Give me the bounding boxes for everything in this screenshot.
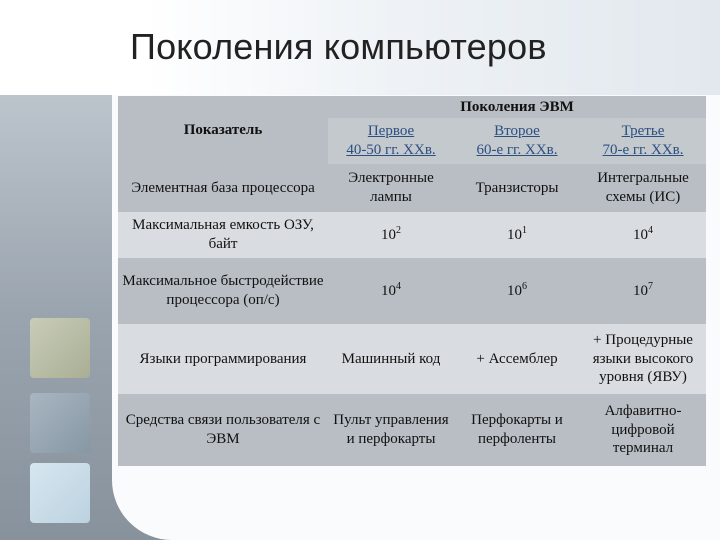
row-label: Элементная база процессора — [118, 164, 328, 212]
row-label: Максимальная емкость ОЗУ, байт — [118, 212, 328, 258]
decorative-square-light-blue — [30, 463, 90, 523]
table-cell: Алфавитно-цифровой терминал — [580, 394, 706, 466]
power-exponent: 4 — [396, 281, 401, 293]
generation-cell — [454, 118, 580, 164]
table-cell: Электронные лампы — [328, 164, 454, 212]
generation-period: 60-е гг. XXв. — [476, 142, 558, 158]
table-cell — [454, 258, 580, 324]
generations-group-header: Поколения ЭВМ — [328, 96, 706, 118]
decorative-square-slate — [30, 393, 90, 453]
generation-period: 40-50 гг. XXв. — [346, 142, 436, 158]
power-exponent: 4 — [648, 225, 653, 237]
table-cell: + Процедурные языки высокого уровня (ЯВУ) — [580, 324, 706, 394]
table-cell — [328, 212, 454, 258]
power-exponent: 6 — [522, 281, 527, 293]
power-base: 10 — [633, 227, 648, 244]
generation-name: Второе — [494, 123, 540, 140]
power-exponent: 1 — [522, 225, 527, 237]
table-cell: Интегральные схемы (ИС) — [580, 164, 706, 212]
table-row — [118, 258, 706, 324]
table-cell: Транзисторы — [454, 164, 580, 212]
table-cell: Машинный код — [328, 324, 454, 394]
table-cell: Пульт управления и перфокарты — [328, 394, 454, 466]
generations-table — [118, 96, 706, 466]
table-cell: + Ассемблер — [454, 324, 580, 394]
table-row — [118, 394, 706, 466]
power-exponent: 7 — [648, 281, 653, 293]
row-label: Максимальное быстродействие процессора (оп/с) — [118, 258, 328, 324]
indicator-header: Показатель — [118, 96, 328, 164]
power-exponent: 2 — [396, 225, 401, 237]
generation-name: Третье — [621, 123, 665, 140]
power-base: 10 — [381, 227, 396, 244]
table-header-row — [118, 96, 706, 118]
power-base: 10 — [507, 227, 522, 244]
slide-title: Поколения компьютеров — [130, 26, 547, 67]
row-label: Языки программирования — [118, 324, 328, 394]
table-cell — [328, 258, 454, 324]
table-cell — [580, 212, 706, 258]
table-row — [118, 324, 706, 394]
generation-cell — [328, 118, 454, 164]
table-row — [118, 164, 706, 212]
table-row — [118, 212, 706, 258]
row-label: Средства связи пользователя с ЭВМ — [118, 394, 328, 466]
power-base: 10 — [381, 283, 396, 300]
generation-name: Первое — [367, 123, 415, 140]
table-cell — [580, 258, 706, 324]
decorative-square-olive — [30, 318, 90, 378]
generation-period: 70-е гг. XXв. — [602, 142, 684, 158]
generation-cell — [580, 118, 706, 164]
table-cell: Перфокарты и перфоленты — [454, 394, 580, 466]
power-base: 10 — [507, 283, 522, 300]
power-base: 10 — [633, 283, 648, 300]
table-cell — [454, 212, 580, 258]
